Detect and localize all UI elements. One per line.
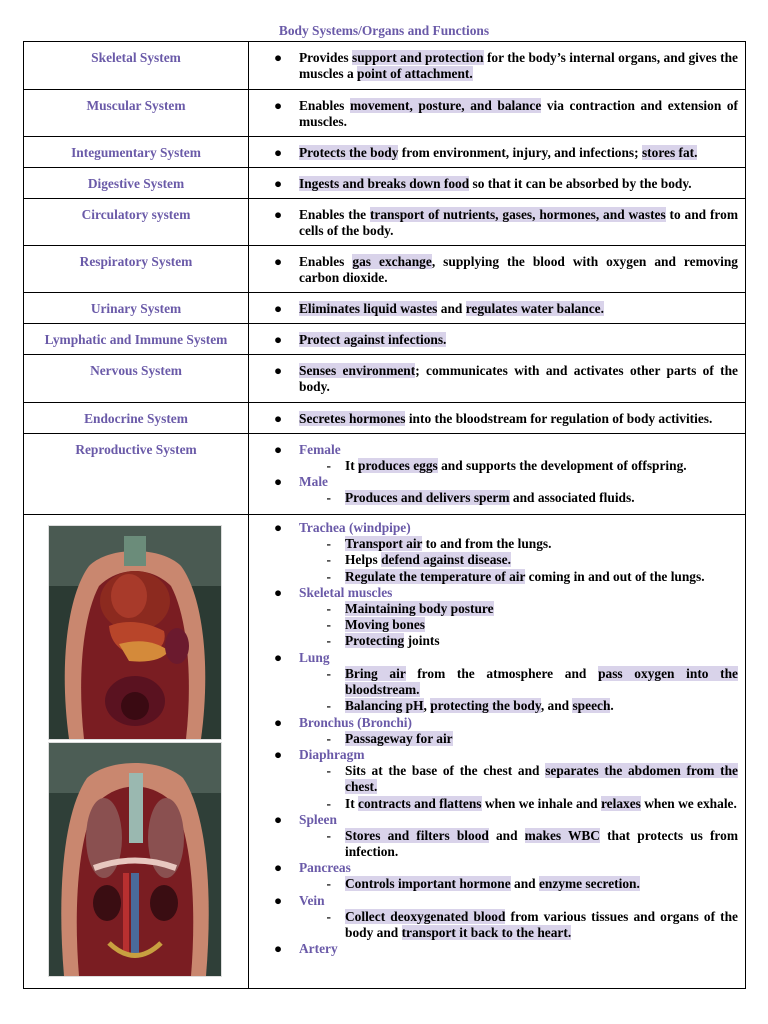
dash-marker: - bbox=[326, 617, 331, 633]
highlighted-text: transport of nutrients, gases, hormones, and wastes bbox=[369, 207, 666, 222]
bullet-icon: ● bbox=[273, 746, 283, 762]
list-item-text: It produces eggs and supports the development of offspring. bbox=[345, 458, 687, 473]
list-item-text: Sits at the base of the chest and separates the abdomen from the chest. bbox=[345, 762, 738, 795]
list-item bbox=[249, 585, 738, 601]
list-item-text: Vein bbox=[299, 892, 325, 908]
list-item bbox=[249, 715, 738, 731]
list-item-text: Enables the transport of nutrients, gases, hormones, and wastes to and from cells of the body. bbox=[299, 207, 738, 238]
table-row bbox=[24, 355, 746, 403]
table-row bbox=[24, 168, 746, 199]
highlighted-text: Stores and filters blood bbox=[345, 827, 489, 843]
highlighted-text: movement, posture, and balance bbox=[349, 98, 542, 113]
bullet-icon: ● bbox=[273, 176, 283, 191]
list-item-text: Regulate the temperature of air coming in and out of the lungs. bbox=[345, 568, 705, 584]
list-item bbox=[249, 650, 738, 666]
list-item bbox=[249, 536, 738, 552]
table-row bbox=[24, 246, 746, 293]
system-name: Urinary System bbox=[24, 293, 249, 324]
list-item bbox=[249, 98, 738, 130]
highlighted-text: Moving bones bbox=[345, 617, 425, 633]
highlighted-text: Bring air bbox=[345, 665, 406, 681]
bullet-icon: ● bbox=[273, 474, 283, 490]
list-item-text: Helps defend against disease. bbox=[345, 552, 511, 568]
highlighted-text: Controls important hormone bbox=[345, 876, 511, 892]
highlighted-text: transport it back to the heart. bbox=[401, 925, 572, 941]
list-item bbox=[249, 569, 738, 585]
highlighted-text: Protects the body bbox=[299, 145, 399, 160]
torso-model-photo-2 bbox=[48, 742, 222, 977]
list-item bbox=[249, 941, 738, 957]
table-row bbox=[24, 434, 746, 515]
list-item bbox=[249, 254, 738, 286]
list-item-text: Spleen bbox=[299, 811, 337, 827]
highlighted-text: Maintaining body posture bbox=[345, 600, 494, 616]
table-row bbox=[24, 324, 746, 355]
highlighted-text: Ingests and breaks down food bbox=[299, 176, 470, 191]
highlighted-text: speech bbox=[572, 698, 611, 714]
list-item-text: Balancing pH, protecting the body, and speech. bbox=[345, 698, 614, 714]
list-item-text: Trachea (windpipe) bbox=[299, 520, 411, 535]
list-item-text: Diaphragm bbox=[299, 746, 365, 762]
list-item bbox=[249, 731, 738, 747]
highlighted-text: defend against disease. bbox=[381, 552, 511, 568]
list-item-text: Enables movement, posture, and balance via contraction and extension of muscles. bbox=[299, 98, 738, 129]
list-item-text: Artery bbox=[299, 941, 338, 957]
list-item bbox=[249, 207, 738, 239]
dash-marker: - bbox=[326, 633, 331, 649]
bullet-icon: ● bbox=[273, 520, 283, 535]
dash-marker: - bbox=[326, 536, 331, 551]
list-item bbox=[249, 490, 738, 506]
list-item bbox=[249, 411, 738, 427]
list-item bbox=[249, 876, 738, 892]
image-cell bbox=[24, 515, 249, 989]
dash-marker: - bbox=[326, 876, 331, 892]
bullet-icon: ● bbox=[273, 584, 283, 600]
bullet-icon: ● bbox=[273, 50, 283, 65]
system-name: Circulatory system bbox=[24, 199, 249, 246]
list-item bbox=[249, 176, 738, 192]
list-item-text: Pancreas bbox=[299, 860, 351, 876]
list-item bbox=[249, 458, 738, 474]
dash-marker: - bbox=[326, 762, 331, 778]
list-item bbox=[249, 552, 738, 568]
list-item-text: Protecting joints bbox=[345, 633, 440, 649]
highlighted-text: gas exchange bbox=[352, 254, 432, 269]
system-name: Integumentary System bbox=[24, 137, 249, 168]
list-item-text bbox=[345, 601, 738, 617]
list-item bbox=[249, 474, 738, 490]
highlighted-text: Balancing pH bbox=[345, 698, 424, 714]
dash-marker: - bbox=[326, 908, 331, 924]
dash-marker: - bbox=[326, 665, 331, 681]
list-item bbox=[249, 796, 738, 812]
list-item-text: Protects the body from environment, injury, and infections; stores fat. bbox=[299, 145, 698, 160]
bullet-icon: ● bbox=[273, 301, 283, 316]
list-item-text: Produces and delivers sperm and associated fluids. bbox=[345, 490, 635, 506]
system-name: Respiratory System bbox=[24, 246, 249, 293]
torso-model-photo-1 bbox=[48, 525, 222, 740]
list-item bbox=[249, 601, 738, 617]
table-row bbox=[24, 515, 746, 989]
highlighted-text: Collect deoxygenated blood bbox=[345, 908, 506, 924]
bullet-icon: ● bbox=[273, 332, 283, 347]
page-title: Body Systems/Organs and Functions bbox=[278, 23, 490, 38]
list-item bbox=[249, 442, 738, 458]
list-item-text: Eliminates liquid wastes and regulates water balance. bbox=[299, 301, 604, 316]
highlighted-text: relaxes bbox=[600, 795, 641, 811]
highlighted-text: Eliminates liquid wastes bbox=[299, 301, 438, 316]
list-item bbox=[249, 50, 738, 82]
list-item-text: Secretes hormones into the bloodstream for regulation of body activities. bbox=[299, 411, 713, 426]
list-item-text: Male bbox=[299, 474, 328, 490]
dash-marker: - bbox=[326, 827, 331, 843]
highlighted-text: protecting the body bbox=[430, 698, 541, 714]
table-row bbox=[24, 42, 746, 90]
bullet-icon: ● bbox=[273, 145, 283, 160]
highlighted-text: separates the abdomen from the chest. bbox=[345, 762, 738, 795]
list-item bbox=[249, 617, 738, 633]
highlighted-text: stores fat. bbox=[641, 145, 698, 160]
list-item-text: Enables gas exchange, supplying the blood with oxygen and removing carbon dioxide. bbox=[299, 254, 738, 285]
highlighted-text: Passageway for air bbox=[345, 730, 453, 746]
body-systems-table bbox=[23, 41, 746, 989]
list-item bbox=[249, 301, 738, 317]
bullet-icon: ● bbox=[273, 811, 283, 827]
list-item-text: It contracts and flattens when we inhale and relaxes when we exhale. bbox=[345, 795, 737, 811]
list-item-text bbox=[299, 332, 738, 348]
list-item-text bbox=[345, 731, 738, 747]
list-item bbox=[249, 363, 738, 395]
bullet-icon: ● bbox=[273, 254, 283, 269]
system-name: Skeletal System bbox=[24, 42, 249, 90]
dash-marker: - bbox=[326, 698, 331, 714]
highlighted-text: support and protection bbox=[352, 50, 484, 65]
dash-marker: - bbox=[326, 490, 331, 506]
list-item bbox=[249, 909, 738, 942]
list-item bbox=[249, 666, 738, 699]
list-item-text: Bronchus (Bronchi) bbox=[299, 714, 412, 730]
bullet-icon: ● bbox=[273, 649, 283, 665]
list-item-text bbox=[345, 617, 738, 633]
list-item-text: Ingests and breaks down food so that it can be absorbed by the body. bbox=[299, 176, 692, 191]
list-item-text: Senses environment; communicates with and activates other parts of the body. bbox=[299, 363, 738, 394]
list-item-text: Lung bbox=[299, 649, 330, 665]
highlighted-text: Produces and delivers sperm bbox=[345, 490, 510, 506]
highlighted-text: Senses environment bbox=[299, 363, 416, 378]
table-row bbox=[24, 90, 746, 137]
highlighted-text: pass oxygen into the bloodstream. bbox=[345, 665, 738, 698]
list-item-text: Stores and filters blood and makes WBC that protects us from infection. bbox=[345, 827, 738, 860]
list-item bbox=[249, 633, 738, 649]
bullet-icon: ● bbox=[273, 714, 283, 730]
list-item-text: Skeletal muscles bbox=[299, 584, 393, 600]
dash-marker: - bbox=[326, 795, 331, 811]
list-item bbox=[249, 812, 738, 828]
bullet-icon: ● bbox=[273, 411, 283, 426]
list-item-text: Bring air from the atmosphere and pass oxygen into the bloodstream. bbox=[345, 665, 738, 698]
list-item-text: Controls important hormone and enzyme secretion. bbox=[345, 876, 640, 892]
highlighted-text: Protect against infections. bbox=[299, 332, 447, 347]
system-name: Muscular System bbox=[24, 90, 249, 137]
list-item-text: Transport air to and from the lungs. bbox=[345, 536, 552, 551]
list-item bbox=[249, 145, 738, 161]
bullet-icon: ● bbox=[273, 98, 283, 113]
highlighted-text: makes WBC bbox=[524, 827, 600, 843]
dash-marker: - bbox=[326, 552, 331, 568]
table-row bbox=[24, 137, 746, 168]
table-row bbox=[24, 199, 746, 246]
bullet-icon: ● bbox=[273, 207, 283, 222]
highlighted-text: Regulate the temperature of air bbox=[345, 568, 526, 584]
list-item-text: Female bbox=[299, 442, 341, 457]
dash-marker: - bbox=[326, 600, 331, 616]
list-item-text: Collect deoxygenated blood from various tissues and organs of the body and transport it back to the heart. bbox=[345, 908, 738, 941]
system-name: Digestive System bbox=[24, 168, 249, 199]
highlighted-text: produces eggs bbox=[358, 458, 438, 473]
highlighted-text: contracts and flattens bbox=[358, 795, 482, 811]
list-item bbox=[249, 520, 738, 536]
list-item bbox=[249, 747, 738, 763]
list-item bbox=[249, 332, 738, 348]
dash-marker: - bbox=[326, 458, 331, 473]
system-name: Endocrine System bbox=[24, 403, 249, 434]
highlighted-text: regulates water balance. bbox=[465, 301, 604, 316]
bullet-icon: ● bbox=[273, 442, 283, 457]
list-item bbox=[249, 893, 738, 909]
bullet-icon: ● bbox=[273, 860, 283, 876]
bullet-icon: ● bbox=[273, 363, 283, 378]
bullet-icon: ● bbox=[273, 892, 283, 908]
list-item bbox=[249, 698, 738, 714]
list-item-text: Provides support and protection for the body’s internal organs, and gives the muscles a point of attachment. bbox=[299, 50, 738, 81]
highlighted-text: point of attachment. bbox=[357, 66, 473, 81]
highlighted-text: enzyme secretion. bbox=[538, 876, 640, 892]
system-name: Reproductive System bbox=[24, 434, 249, 515]
dash-marker: - bbox=[326, 568, 331, 584]
highlighted-text: Transport air bbox=[345, 536, 423, 551]
list-item bbox=[249, 860, 738, 876]
system-name: Lymphatic and Immune System bbox=[24, 324, 249, 355]
table-row bbox=[24, 403, 746, 434]
list-item bbox=[249, 763, 738, 796]
highlighted-text: Secretes hormones bbox=[299, 411, 406, 426]
dash-marker: - bbox=[326, 730, 331, 746]
bullet-icon: ● bbox=[273, 941, 283, 957]
list-item bbox=[249, 828, 738, 861]
system-name: Nervous System bbox=[24, 355, 249, 403]
table-row bbox=[24, 293, 746, 324]
highlighted-text: Protecting bbox=[345, 633, 405, 649]
